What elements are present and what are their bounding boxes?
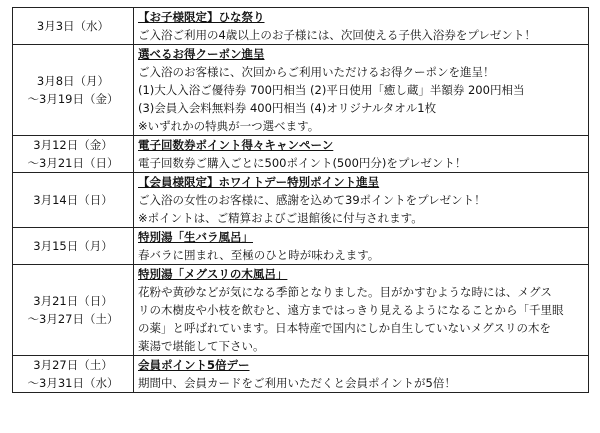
date-line: ～3月27日（土） bbox=[27, 312, 119, 326]
event-date bbox=[13, 265, 134, 356]
date-line: 3月15日（月） bbox=[33, 239, 113, 253]
event-title: 【お子様限定】ひな祭り bbox=[138, 10, 265, 24]
table-row bbox=[13, 228, 589, 265]
date-line: 3月14日（日） bbox=[33, 193, 113, 207]
event-description bbox=[134, 228, 589, 265]
date-line: 3月21日（日） bbox=[33, 294, 113, 308]
event-date bbox=[13, 173, 134, 228]
event-date bbox=[13, 136, 134, 173]
event-text-line: 期間中、会員カードをご利用いただくと会員ポイントが5倍！ bbox=[138, 376, 456, 390]
events-table bbox=[12, 7, 589, 393]
date-line: 3月12日（金） bbox=[33, 138, 113, 152]
event-text-line: ご入浴ご利用の4歳以上のお子様には、次回使える子供入浴券をプレゼント！ bbox=[138, 28, 536, 42]
event-text-line: ※ポイントは、ご精算およびご退館後に付与されます。 bbox=[138, 211, 423, 225]
event-description bbox=[134, 265, 589, 356]
date-line: 3月8日（月） bbox=[36, 74, 110, 88]
event-text-line: の薬」と呼ばれています。日本特産で国内にしか自生していないメグスリの木を bbox=[138, 321, 551, 335]
date-line: ～3月19日（金） bbox=[27, 92, 119, 106]
date-line: 3月27日（土） bbox=[33, 358, 113, 372]
table-row bbox=[13, 136, 589, 173]
event-text-line: 薬湯で堪能して下さい。 bbox=[138, 339, 265, 353]
event-description bbox=[134, 45, 589, 136]
event-description bbox=[134, 173, 589, 228]
events-schedule bbox=[12, 7, 589, 393]
event-description bbox=[134, 356, 589, 393]
event-date bbox=[13, 228, 134, 265]
event-date bbox=[13, 45, 134, 136]
event-text-line: (3)会員入会料無料券 400円相当 (4)オリジナルタオル1枚 bbox=[138, 101, 437, 115]
event-title: 特別湯「生バラ風呂」 bbox=[138, 230, 253, 244]
event-title: 特別湯「メグスリの木風呂」 bbox=[138, 267, 288, 281]
event-text-line: ご入浴のお客様に、次回からご利用いただけるお得クーポンを進呈！ bbox=[138, 65, 495, 79]
table-row bbox=[13, 265, 589, 356]
event-text-line: (1)大人入浴ご優待券 700円相当 (2)平日使用「癒し蔵」半額券 200円相当 bbox=[138, 83, 525, 97]
event-description bbox=[134, 136, 589, 173]
event-text-line: 花粉や黄砂などが気になる季節となりました。目がかすむような時には、メグス bbox=[138, 285, 552, 299]
event-text-line: 電子回数券ご購入ごとに500ポイント(500円分)をプレゼント！ bbox=[138, 156, 467, 170]
event-date bbox=[13, 356, 134, 393]
event-title: 電子回数券ポイント得々キャンペーン bbox=[138, 138, 334, 152]
date-line: ～3月21日（日） bbox=[27, 156, 119, 170]
event-description bbox=[134, 8, 589, 45]
event-text-line: 春バラに囲まれ、至極のひと時が味わえます。 bbox=[138, 248, 380, 262]
table-row bbox=[13, 173, 589, 228]
event-date bbox=[13, 8, 134, 45]
table-row bbox=[13, 45, 589, 136]
event-text-line: ご入浴の女性のお客様に、感謝を込めて39ポイントをプレゼント！ bbox=[138, 193, 486, 207]
event-title: 【会員様限定】ホワイトデー特別ポイント進呈 bbox=[138, 175, 380, 189]
event-text-line: ※いずれかの特典が一つ選べます。 bbox=[138, 119, 320, 133]
event-title: 会員ポイント5倍デー bbox=[138, 358, 250, 372]
event-text-line: リの木樹皮や小枝を飲むと、遠方まではっきり見えるようになることから「千里眼 bbox=[138, 303, 564, 317]
date-line: ～3月31日（水） bbox=[27, 376, 119, 390]
table-row bbox=[13, 356, 589, 393]
table-row bbox=[13, 8, 589, 45]
date-line: 3月3日（水） bbox=[36, 19, 110, 33]
event-title: 選べるお得クーポン進呈 bbox=[138, 47, 265, 61]
